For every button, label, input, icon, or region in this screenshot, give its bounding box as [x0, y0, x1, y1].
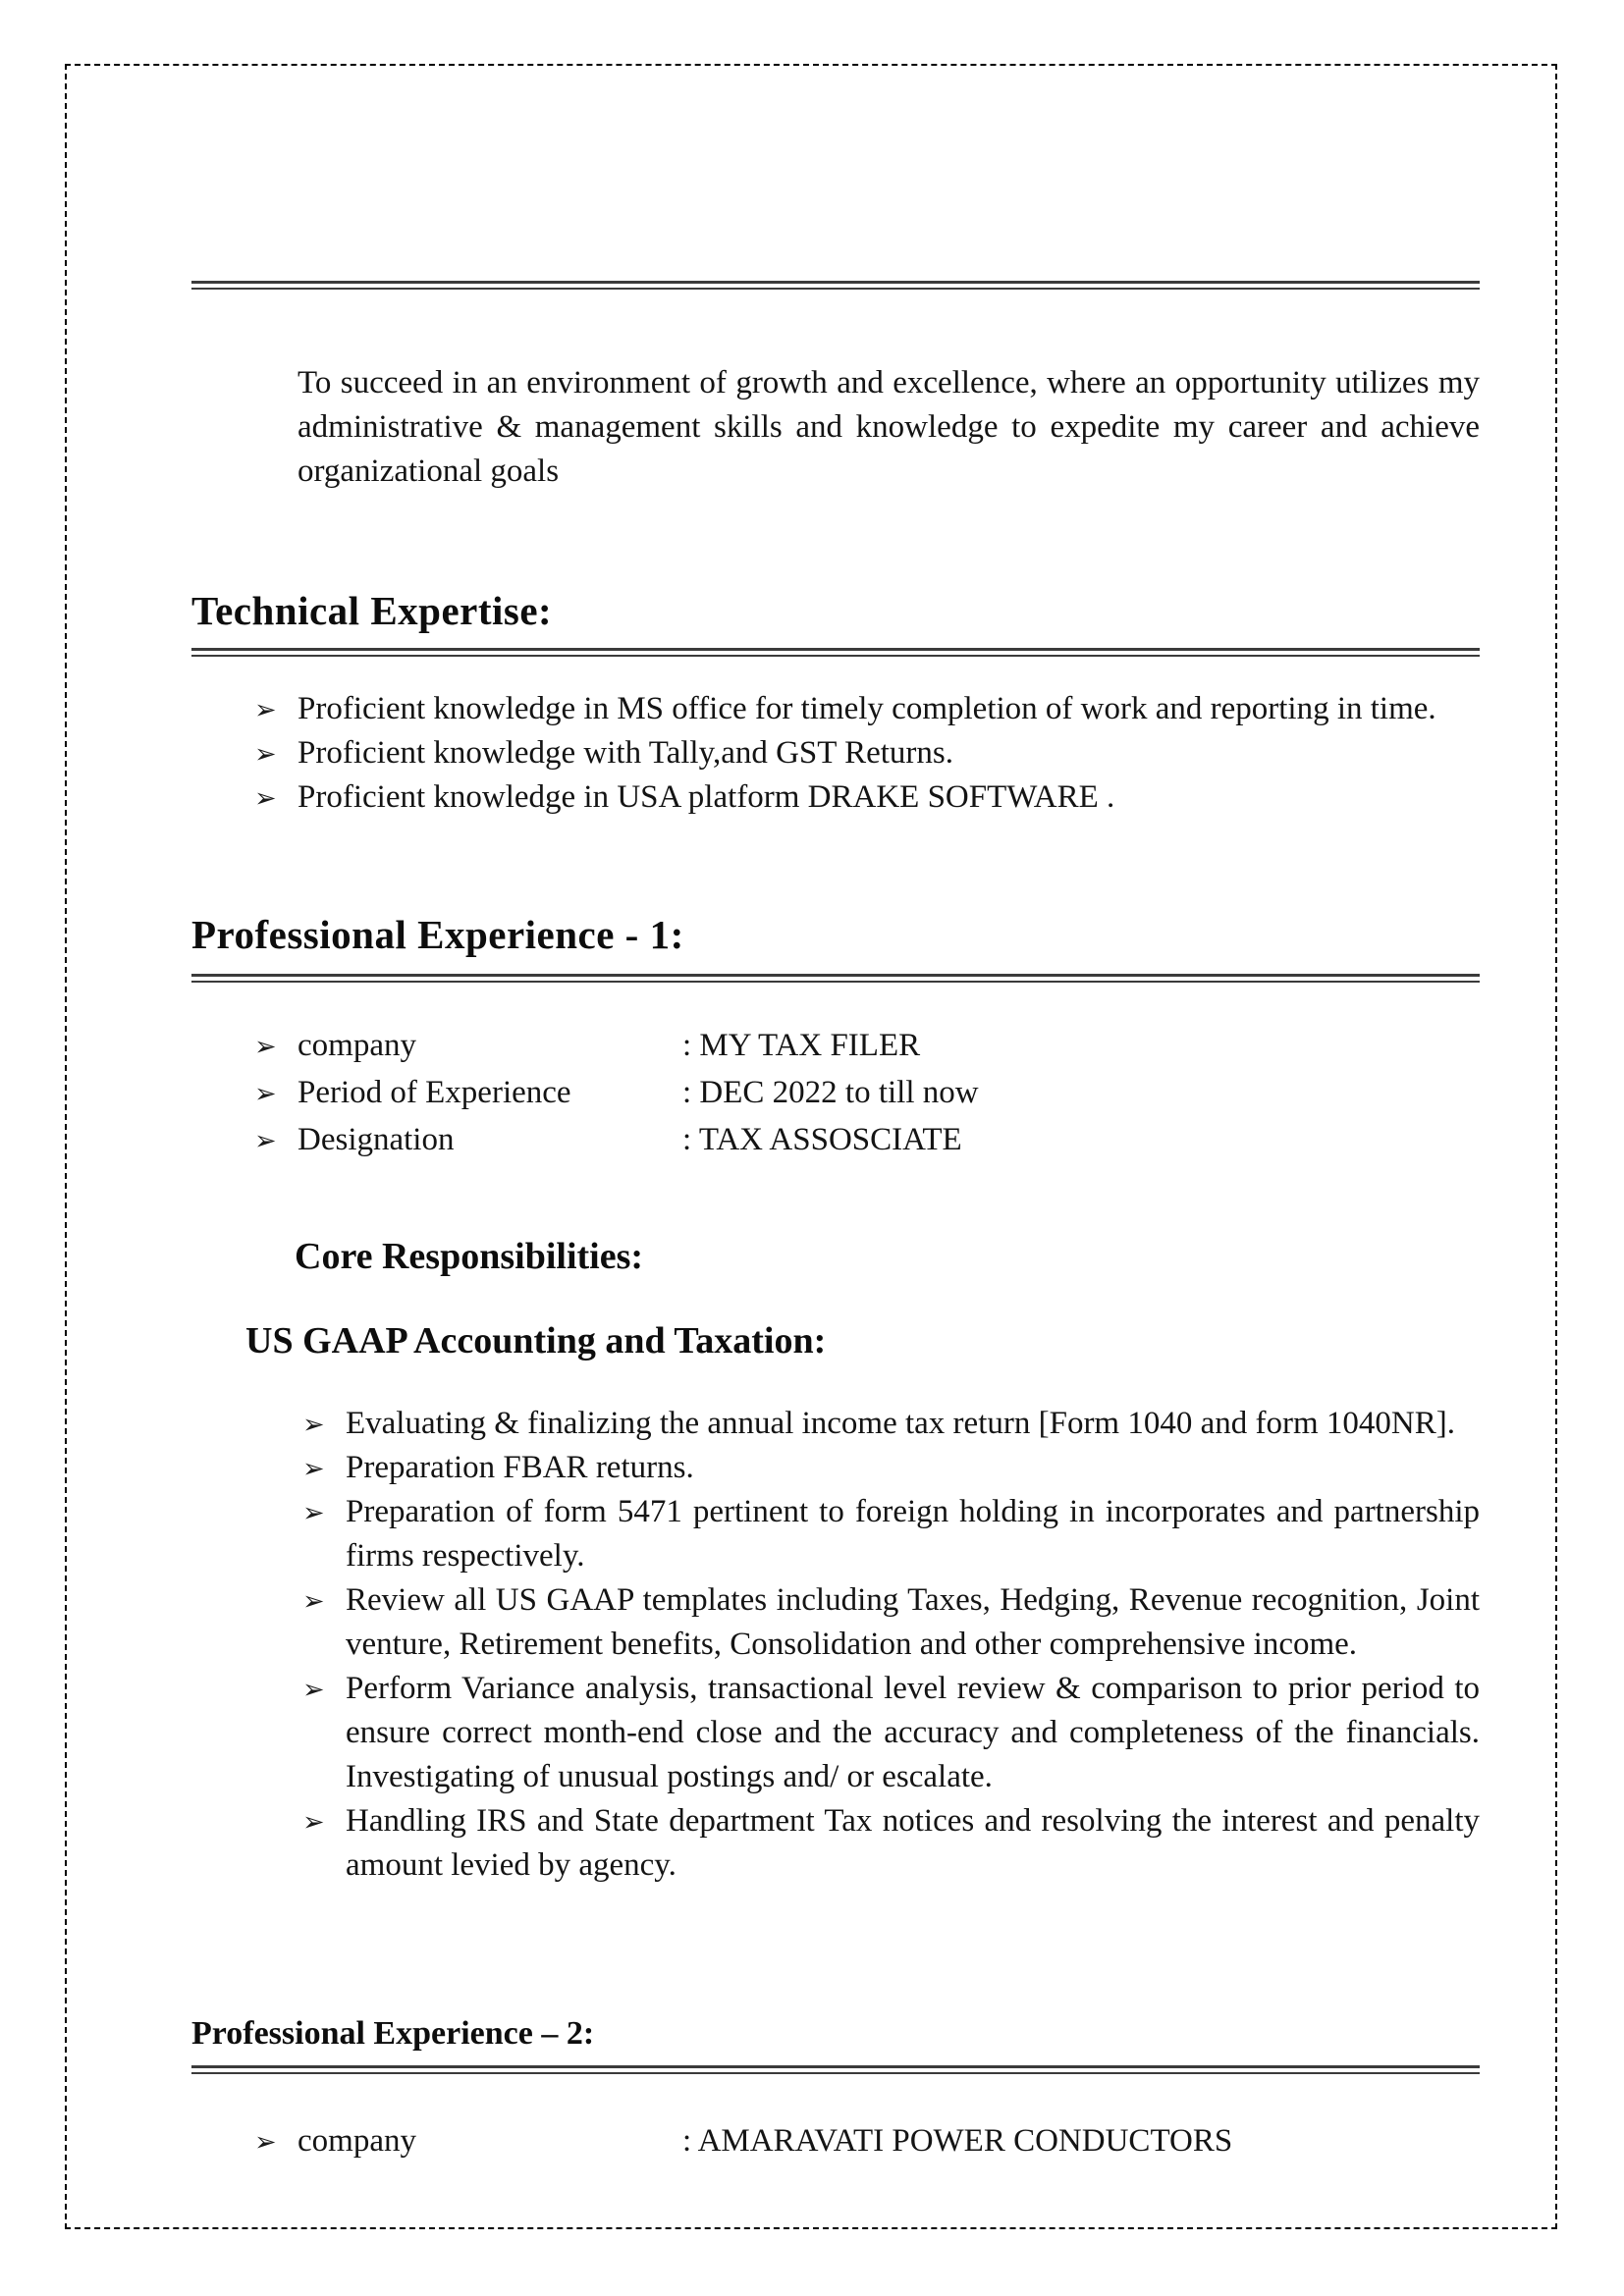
list-item: [302, 1446, 1480, 1490]
detail-row: [254, 1023, 1480, 1070]
detail-label: Designation: [298, 1122, 455, 1157]
bullet-text: Proficient knowledge in USA platform DRAKE SOFTWARE .: [298, 779, 1115, 815]
arrow-bullet-icon: ➢: [254, 695, 277, 725]
detail-value: : TAX ASSOSCIATE: [682, 1122, 962, 1157]
list-item: [302, 1402, 1480, 1446]
section-divider: [191, 648, 1480, 657]
section-divider: [191, 2065, 1480, 2074]
bullet-list-gaap: [302, 1402, 1480, 1888]
arrow-bullet-icon: ➢: [302, 1586, 325, 1617]
arrow-bullet-icon: ➢: [254, 783, 277, 814]
section-heading-technical: Technical Expertise:: [191, 588, 553, 633]
detail-row: [254, 2118, 1480, 2165]
detail-label: company: [298, 1028, 416, 1063]
section-heading-experience-1: Professional Experience - 1:: [191, 912, 684, 957]
detail-row: [254, 1070, 1480, 1117]
arrow-bullet-icon: ➢: [302, 1410, 325, 1440]
list-item: [254, 731, 1480, 775]
list-item: [302, 1490, 1480, 1578]
objective-text: To succeed in an environment of growth and excellence, where an opportunity utilizes my administrative & management skills and knowledge to expedite my career and achieve organizational goals: [298, 365, 1480, 489]
arrow-bullet-icon: ➢: [254, 739, 277, 770]
bullet-text: Preparation of form 5471 pertinent to foreign holding in incorporates and partnership firms respectively.: [346, 1494, 1480, 1574]
experience-1-details: [254, 1023, 1480, 1164]
arrow-bullet-icon: ➢: [254, 1126, 277, 1156]
section-divider: [191, 974, 1480, 983]
list-item: [302, 1667, 1480, 1799]
detail-label: company: [298, 2123, 416, 2159]
list-item: [254, 775, 1480, 820]
bullet-text: Perform Variance analysis, transactional level review & comparison to prior period to ensure correct month-end close and the accuracy and completeness of the financials. Investigating of unusual postings and/ or escalate.: [346, 1671, 1480, 1794]
arrow-bullet-icon: ➢: [254, 1032, 277, 1062]
arrow-bullet-icon: ➢: [254, 2127, 277, 2158]
bullet-text: Preparation FBAR returns.: [346, 1450, 694, 1485]
bullet-list-technical: [254, 687, 1480, 820]
detail-label: Period of Experience: [298, 1075, 571, 1110]
bullet-text: Proficient knowledge in MS office for timely completion of work and reporting in time.: [298, 691, 1436, 726]
bullet-text: Handling IRS and State department Tax notices and resolving the interest and penalty amount levied by agency.: [346, 1803, 1480, 1883]
section-heading-experience-2: Professional Experience – 2:: [191, 2015, 595, 2052]
arrow-bullet-icon: ➢: [302, 1454, 325, 1484]
bullet-text: Review all US GAAP templates including Taxes, Hedging, Revenue recognition, Joint venture, Retirement benefits, Consolidation and other comprehensive income.: [346, 1582, 1480, 1662]
arrow-bullet-icon: ➢: [302, 1675, 325, 1705]
detail-value: : DEC 2022 to till now: [682, 1075, 979, 1110]
arrow-bullet-icon: ➢: [254, 1079, 277, 1109]
detail-value: : AMARAVATI POWER CONDUCTORS: [682, 2123, 1233, 2159]
arrow-bullet-icon: ➢: [302, 1807, 325, 1838]
us-gaap-heading: US GAAP Accounting and Taxation:: [245, 1320, 827, 1362]
list-item: [254, 687, 1480, 731]
experience-2-details: [254, 2118, 1480, 2165]
list-item: [302, 1799, 1480, 1888]
top-divider: [191, 281, 1480, 290]
arrow-bullet-icon: ➢: [302, 1498, 325, 1528]
bullet-text: Proficient knowledge with Tally,and GST Returns.: [298, 735, 953, 771]
detail-value: : MY TAX FILER: [682, 1028, 921, 1063]
list-item: [302, 1578, 1480, 1667]
detail-row: [254, 1117, 1480, 1164]
bullet-text: Evaluating & finalizing the annual income tax return [Form 1040 and form 1040NR].: [346, 1406, 1455, 1441]
core-responsibilities-heading: Core Responsibilities:: [295, 1236, 644, 1277]
